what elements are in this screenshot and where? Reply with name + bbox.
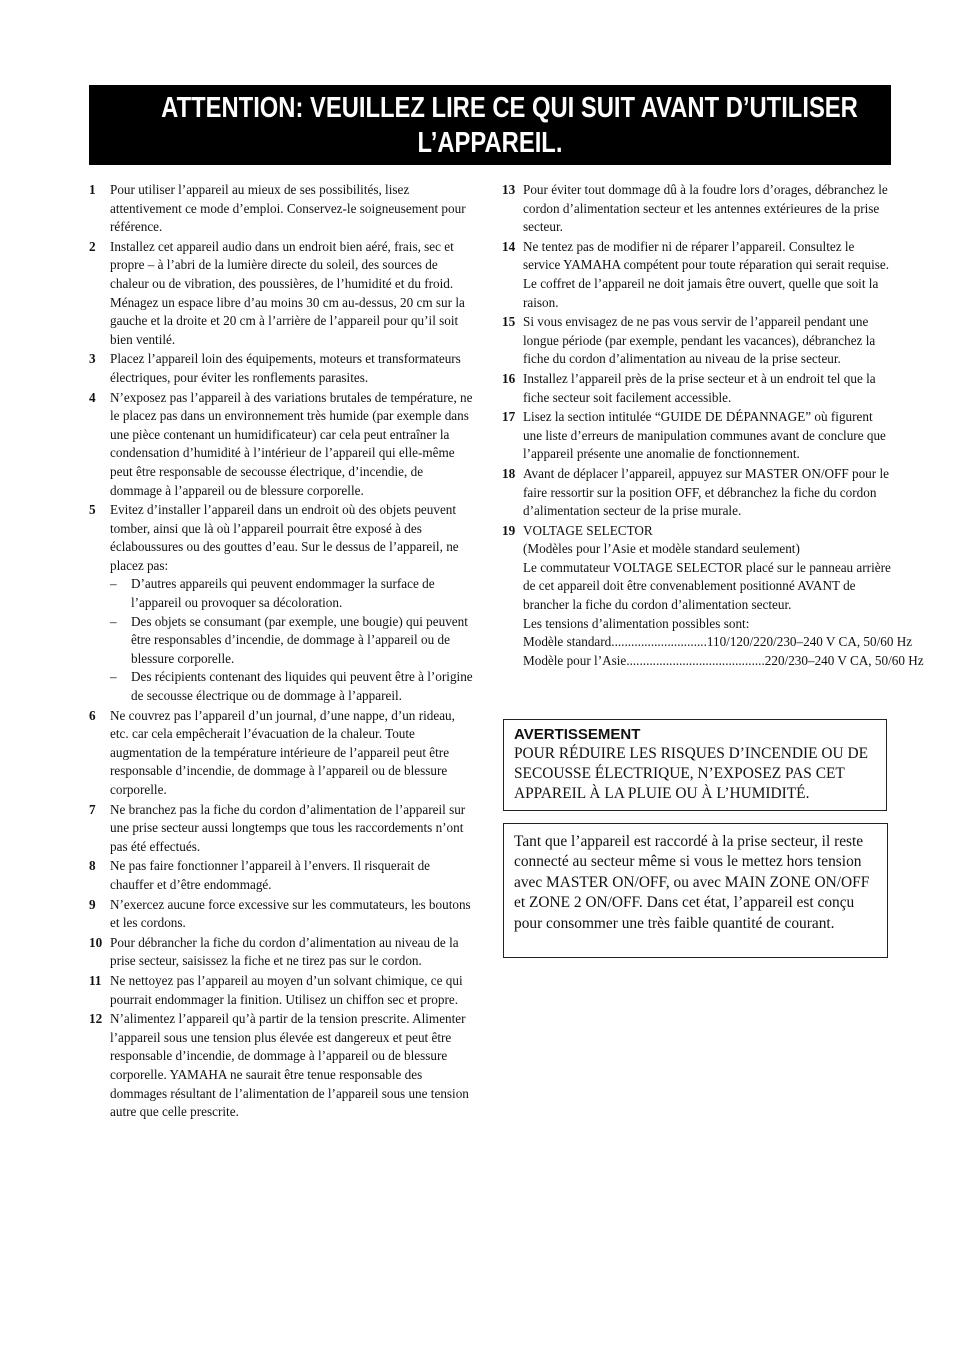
- list-item: [89, 972, 476, 1009]
- item-text: Pour débrancher la fiche du cordon d’alimentation au niveau de la prise secteur, saisissez la fiche et ne tirez pas sur le cordon.: [110, 934, 459, 969]
- dash-bullet: –: [110, 576, 117, 592]
- item-number: 3: [89, 351, 96, 367]
- voltage-label: Modèle standard: [523, 634, 612, 650]
- sub-item-text: D’autres appareils qui peuvent endommager la surface de l’appareil ou provoquer sa décoloration.: [131, 576, 435, 611]
- item-number: 15: [502, 314, 516, 330]
- voltage-supply-intro: Les tensions d’alimentation possibles sont:: [523, 615, 750, 631]
- item-body: [110, 501, 476, 706]
- list-item: [89, 389, 476, 501]
- item-text: Ne tentez pas de modifier ni de réparer l’appareil. Consultez le service YAMAHA compétent pour toute réparation qui serait requise. Le coffret de l’appareil ne doit jamais être ouvert, quelle que soit la raison.: [523, 238, 890, 310]
- list-item: [89, 1010, 476, 1122]
- item-number: 5: [89, 502, 96, 518]
- right-column: [502, 181, 924, 671]
- list-item: [89, 238, 476, 350]
- page-title-line1: ATTENTION: VEUILLEZ LIRE CE QUI SUIT AVANT D’UTILISER: [161, 92, 858, 124]
- item-number: 14: [502, 238, 516, 254]
- item-text: Pour éviter tout dommage dû à la foudre lors d’orages, débranchez le cordon d’alimentation secteur et les antennes extérieures de la prise secteur.: [523, 182, 888, 235]
- item-text: Installez cet appareil audio dans un endroit bien aéré, frais, sec et propre – à l’abri de la lumière directe du soleil, des sources de chaleur ou de vibration, des poussières, de l’humidité et du froid. Ménagez un espace libre d’au moins 30 cm au-dessus, 20 cm sur la gauche et la droite et 20 cm à l’arrière de l’appareil pour qu’il soit bien ventilé.: [110, 238, 465, 347]
- voltage-selector-heading: VOLTAGE SELECTOR: [523, 522, 653, 538]
- item-number: 6: [89, 707, 96, 723]
- item-number: 4: [89, 389, 96, 405]
- list-item: [89, 707, 476, 800]
- list-item: [502, 313, 891, 369]
- item-body: [523, 522, 924, 671]
- list-item: [89, 896, 476, 933]
- list-item: [502, 238, 891, 312]
- list-item: [502, 408, 891, 464]
- item-number: 19: [502, 522, 516, 538]
- item-number: 18: [502, 465, 516, 481]
- list-item: [89, 801, 476, 857]
- item-number: 8: [89, 858, 96, 874]
- dash-bullet: –: [110, 669, 117, 685]
- item-text: Avant de déplacer l’appareil, appuyez sur MASTER ON/OFF pour le faire ressortir sur la position OFF, et débranchez la fiche du cordon d’alimentation secteur de la prise murale.: [523, 465, 889, 519]
- page-title: [161, 85, 858, 161]
- list-item: [89, 501, 476, 706]
- page-title-banner: [89, 85, 891, 165]
- sub-list-item: [110, 575, 476, 612]
- voltage-selector-text: Le commutateur VOLTAGE SELECTOR placé sur le panneau arrière de cet appareil doit être convenablement positionné AVANT de brancher la fiche du cordon d’alimentation secteur.: [523, 559, 891, 613]
- item-number: 12: [89, 1011, 103, 1027]
- voltage-row-standard: [523, 633, 913, 652]
- item-number: 16: [502, 370, 516, 386]
- item-number: 7: [89, 801, 96, 817]
- list-item: [502, 370, 891, 407]
- item-text: Pour utiliser l’appareil au mieux de ses possibilités, lisez attentivement ce mode d’emploi. Conservez-le soigneusement pour référence.: [110, 182, 466, 235]
- warning-text: POUR RÉDUIRE LES RISQUES D’INCENDIE OU DE SECOUSSE ÉLECTRIQUE, N’EXPOSEZ PAS CET APPAREIL À LA PLUIE OU À L’HUMIDITÉ.: [514, 745, 868, 802]
- list-item: [502, 465, 891, 521]
- item-text: N’exercez aucune force excessive sur les commutateurs, les boutons et les cordons.: [110, 896, 471, 931]
- warning-heading: AVERTISSEMENT: [514, 726, 641, 743]
- item-number: 13: [502, 182, 516, 197]
- item-text: N’alimentez l’appareil qu’à partir de la tension prescrite. Alimenter l’appareil sous une tension plus élevée est dangereux et peut être responsable d’incendie, de dommage à l’appareil ou de blessure corporelle. YAMAHA ne saurait être tenue responsable des dommages résultant de l’alimentation de l’appareil sous une tension autre que celle prescrite.: [110, 1011, 469, 1120]
- list-item: [89, 934, 476, 971]
- item-text: Ne pas faire fonctionner l’appareil à l’envers. Il risquerait de chauffer et d’être endommagé.: [110, 858, 431, 892]
- leader-dots: .............................: [611, 634, 707, 650]
- page-title-line2: L’APPAREIL.: [417, 127, 563, 159]
- item-text: Ne couvrez pas l’appareil d’un journal, d’une nappe, d’un rideau, etc. car cela empêcherait l’évacuation de la chaleur. Toute augmentation de la température intérieure de l’appareil peut être responsable d’incendie, de dommage à l’appareil ou de blessure corporelle.: [110, 707, 455, 797]
- list-item-voltage-selector: [502, 522, 924, 671]
- item-text: Ne nettoyez pas l’appareil au moyen d’un solvant chimique, ce qui pourrait endommager la finition. Utilisez un chiffon sec et propre.: [110, 972, 463, 1007]
- voltage-row-asia: [523, 652, 924, 671]
- leader-dots: ..........................................: [626, 652, 765, 668]
- voltage-selector-models: (Modèles pour l’Asie et modèle standard seulement): [523, 541, 800, 557]
- dash-bullet: –: [110, 613, 117, 629]
- item-text: Installez l’appareil près de la prise secteur et à un endroit tel que la fiche secteur soit facilement accessible.: [523, 370, 876, 405]
- warning-box: [503, 719, 887, 811]
- item-text: Ne branchez pas la fiche du cordon d’alimentation de l’appareil sur une prise secteur aussi longtemps que tous les raccordements n’ont pas été effectués.: [110, 801, 466, 854]
- list-item: [89, 350, 476, 387]
- item-number: 9: [89, 896, 96, 912]
- sub-list-item: [110, 668, 476, 705]
- voltage-value: 220/230–240 V CA, 50/60 Hz: [764, 652, 924, 668]
- standby-notice-text: Tant que l’appareil est raccordé à la prise secteur, il reste connecté au secteur même si vous le mettez hors tension avec MASTER ON/OFF, ou avec MAIN ZONE ON/OFF et ZONE 2 ON/OFF. Dans cet état, l’appareil est conçu pour consommer une très faible quantité de courant.: [514, 833, 870, 932]
- standby-notice-box: [503, 823, 888, 958]
- item-text: Lisez la section intitulée “GUIDE DE DÉPANNAGE” où figurent une liste d’erreurs de manipulation communes avant de conclure que l’appareil présente une anomalie de fonctionnement.: [523, 409, 886, 462]
- item-text: Evitez d’installer l’appareil dans un endroit où des objets peuvent tomber, ainsi que là où l’appareil pourrait être exposé à des éclaboussures ou des gouttes d’eau. Sur le dessus de l’appareil, ne placez pas:: [110, 502, 459, 573]
- list-item: [502, 181, 891, 237]
- sub-list-item: [110, 613, 476, 669]
- voltage-value: 110/120/220/230–240 V CA, 50/60 Hz: [706, 634, 913, 650]
- sub-item-text: Des récipients contenant des liquides qui peuvent être à l’origine de secousse électrique ou de dommage à l’appareil.: [131, 669, 473, 704]
- list-item: [89, 181, 476, 237]
- item-number: 2: [89, 238, 96, 254]
- item-number: 17: [502, 409, 516, 425]
- voltage-label: Modèle pour l’Asie: [523, 652, 627, 668]
- item-number: 11: [89, 972, 102, 988]
- item-number: 1: [89, 182, 96, 197]
- list-item: [89, 857, 476, 894]
- item-text: N’exposez pas l’appareil à des variations brutales de température, ne le placez pas dans un environnement très humide (par exemple dans une pièce contenant un humidificateur) car cela peut entraîner la condensation d’humidité à l’intérieur de l’appareil qui elle-même peut être responsable de secousse électrique, d’incendie, de dommage à l’appareil ou de blessure corporelle.: [110, 389, 473, 498]
- left-column: [89, 181, 476, 1123]
- item-text: Si vous envisagez de ne pas vous servir de l’appareil pendant une longue période (par exemple, pendant les vacances), débranchez la fiche du cordon d’alimentation au niveau de la prise secteur.: [523, 314, 876, 367]
- item-text: Placez l’appareil loin des équipements, moteurs et transformateurs électriques, pour éviter les ronflements parasites.: [110, 351, 461, 385]
- item-number: 10: [89, 934, 103, 950]
- sub-item-text: Des objets se consumant (par exemple, une bougie) qui peuvent être responsables d’incendie, de dommage à l’appareil ou de blessure corporelle.: [131, 613, 468, 666]
